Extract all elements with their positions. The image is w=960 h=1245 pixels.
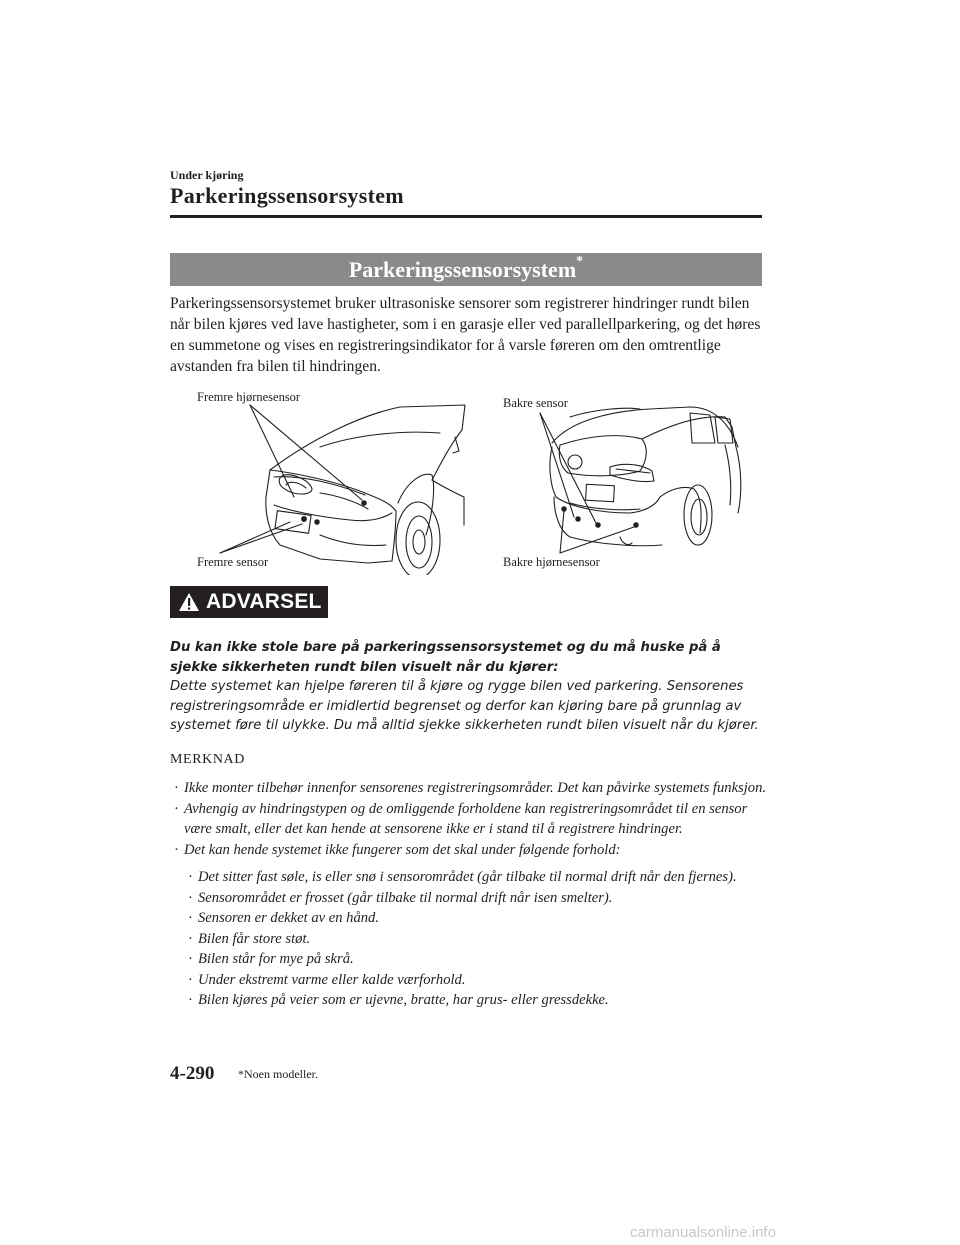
page-title: Parkeringssensorsystem — [170, 183, 404, 208]
list-item: · Det kan hende systemet ikke fungerer som det skal under følgende forhold: — [172, 840, 768, 861]
list-item: · Avhengig av hindringstypen og de omliggende forholdene kan registreringsområdet til en sensor være smalt, eller det kan hende at sensorene ikke er i stand til å registrere hindringer. — [174, 800, 748, 837]
list-item: · Det sitter fast søle, is eller snø i sensorområdet (går tilbake til normal drift når den fjernes). — [186, 867, 768, 888]
list-item: · Bilen kjøres på veier som er ujevne, bratte, har grus- eller gressdekke. — [186, 990, 768, 1011]
bullet-icon: · — [188, 910, 193, 926]
list-item: · Under ekstremt varme eller kalde værforhold. — [186, 970, 768, 991]
sub-note-list — [186, 867, 768, 1011]
bullet-icon: · — [188, 951, 193, 967]
bullet-icon: · — [174, 841, 179, 858]
warning-badge — [170, 586, 328, 618]
watermark: carmanualsonline.info — [630, 1224, 776, 1241]
list-item: · Ikke monter tilbehør innenfor sensorenes registreringsområder. Det kan påvirke systemets funksjon. — [172, 778, 768, 799]
section-label: Under kjøring — [170, 168, 244, 182]
bullet-icon: · — [188, 971, 193, 988]
label-front-corner-sensor: Fremre hjørnesensor — [197, 390, 301, 404]
bullet-icon: · — [188, 992, 193, 1008]
bullet-icon: · — [174, 800, 179, 817]
sensor-location-figure — [170, 385, 762, 575]
warning-triangle-icon — [178, 592, 200, 612]
footnote: *Noen modeller. — [238, 1067, 318, 1081]
warning-heading: Du kan ikke stole bare på parkeringssensorsystemet og du må huske på å sjekke sikkerheten rundt bilen visuelt når du kjører: — [170, 640, 721, 675]
bullet-icon: · — [188, 930, 193, 947]
note-heading: MERKNAD — [170, 752, 245, 767]
list-item: · Bilen får store støt. — [186, 929, 768, 950]
section-banner — [170, 253, 762, 286]
page-number: 4-290 — [170, 1063, 215, 1084]
label-front-sensor: Fremre sensor — [197, 555, 269, 569]
sensor-illustration — [170, 385, 762, 575]
bullet-icon: · — [188, 869, 193, 885]
list-item: · Bilen står for mye på skrå. — [186, 949, 768, 970]
optional-equipment-asterisk: * — [576, 254, 584, 269]
banner-title: Parkeringssensorsystem — [348, 257, 577, 282]
warning-body: Dette systemet kan hjelpe føreren til å kjøre og rygge bilen ved parkering. Sensorenes registreringsområde er imidlertid begrenset og derfor kan kjøring bare på grunnlag av systemet føre til ulykke. Du må alltid sjekke sikkerheten rundt bilen visuelt når du kjører. — [170, 679, 759, 733]
label-rear-corner-sensor: Bakre hjørnesensor — [503, 555, 600, 569]
title-divider — [170, 215, 762, 218]
bullet-icon: · — [174, 780, 179, 796]
warning-text — [170, 638, 770, 736]
warning-badge-label: ADVARSEL — [206, 590, 322, 613]
intro-paragraph: Parkeringssensorsystemet bruker ultrasoniske sensorer som registrerer hindringer rundt bilen når bilen kjøres ved lave hastigheter, som i en garasje eller ved parallellparkering, og det høres en summetone og vises en registreringsindikator for å varsle føreren om den omtrentlige avstanden fra bilen til hindringen. — [170, 295, 761, 375]
list-item: · Sensoren er dekket av en hånd. — [186, 908, 768, 929]
label-rear-sensor: Bakre sensor — [503, 396, 568, 410]
list-item: · Sensorområdet er frosset (går tilbake til normal drift når isen smelter). — [186, 888, 768, 909]
bullet-icon: · — [188, 889, 193, 906]
note-list — [172, 778, 768, 1011]
